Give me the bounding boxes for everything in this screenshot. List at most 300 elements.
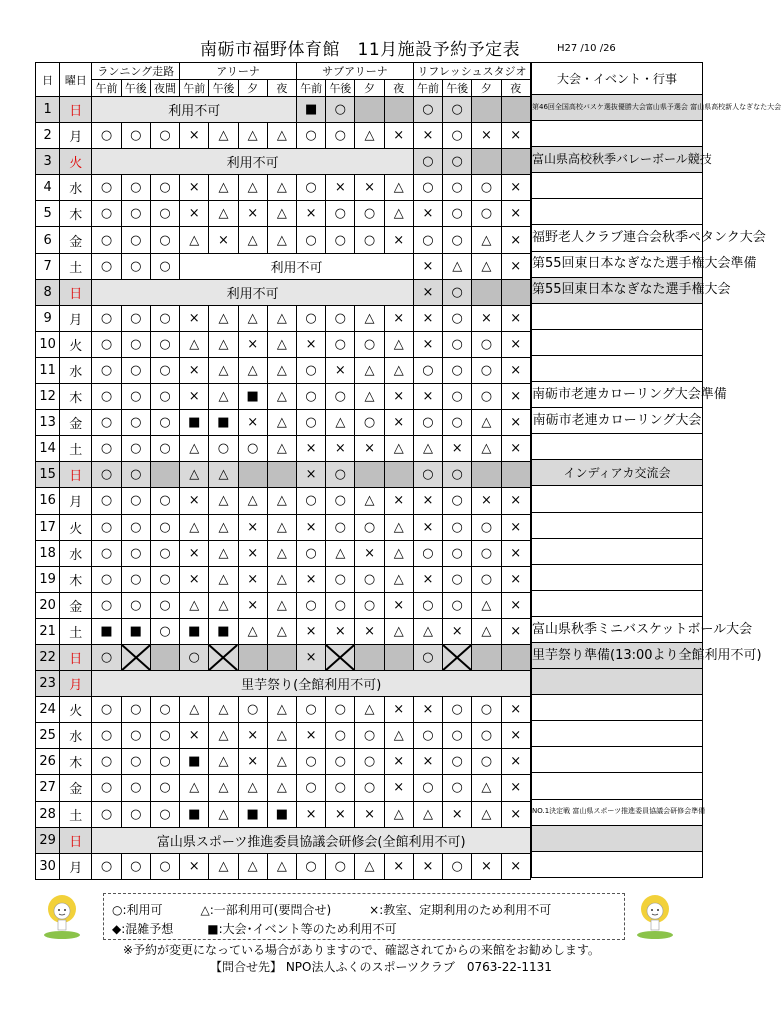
day-number: 24 xyxy=(36,697,60,723)
status-cell: △ xyxy=(267,201,296,227)
day-number: 3 xyxy=(36,149,60,175)
status-cell: × xyxy=(180,357,209,383)
weekday: 火 xyxy=(60,697,92,723)
notice-text: ※予約が変更になっている場合がありますので、確認されてからの来館をお勧めします。 xyxy=(123,943,600,957)
status-cell: △ xyxy=(238,175,267,201)
day-number: 26 xyxy=(36,749,60,775)
status-cell: ○ xyxy=(443,384,472,410)
status-cell: △ xyxy=(355,357,384,383)
weekday: 土 xyxy=(60,436,92,462)
status-cell: △ xyxy=(180,514,209,540)
status-cell: ○ xyxy=(443,749,472,775)
status-cell: △ xyxy=(209,592,238,618)
status-cell: ○ xyxy=(92,723,121,749)
day-number: 30 xyxy=(36,853,60,879)
status-cell: △ xyxy=(209,201,238,227)
status-cell xyxy=(238,462,267,488)
status-cell: △ xyxy=(384,618,413,644)
status-cell: △ xyxy=(238,618,267,644)
status-cell: ○ xyxy=(92,462,121,488)
status-cell: ○ xyxy=(150,749,179,775)
day-number: 16 xyxy=(36,488,60,514)
status-cell: ○ xyxy=(92,697,121,723)
status-cell: × xyxy=(384,410,413,436)
status-cell: ○ xyxy=(121,488,150,514)
status-cell: ○ xyxy=(296,775,325,801)
status-cell: ○ xyxy=(150,227,179,253)
status-cell: × xyxy=(413,123,442,149)
status-cell: △ xyxy=(209,384,238,410)
day-number: 18 xyxy=(36,540,60,566)
unavailable-band: 里芋祭り(全館利用不可) xyxy=(92,671,531,697)
event-text xyxy=(532,851,703,877)
status-cell: ○ xyxy=(472,514,501,540)
header-weekday: 曜日 xyxy=(60,63,92,97)
status-cell: × xyxy=(238,331,267,357)
weekday: 水 xyxy=(60,723,92,749)
status-cell: × xyxy=(296,201,325,227)
status-cell: ○ xyxy=(150,201,179,227)
status-cell: × xyxy=(501,331,530,357)
weekday: 金 xyxy=(60,775,92,801)
status-cell: ○ xyxy=(121,775,150,801)
status-cell: ○ xyxy=(443,175,472,201)
day-number: 10 xyxy=(36,331,60,357)
status-cell: △ xyxy=(384,514,413,540)
status-cell: ○ xyxy=(121,305,150,331)
event-text xyxy=(532,486,703,512)
status-cell: ○ xyxy=(355,227,384,253)
weekday: 日 xyxy=(60,827,92,853)
status-cell: ○ xyxy=(326,775,355,801)
status-cell: △ xyxy=(209,305,238,331)
event-text: 里芋祭り準備(13:00より全館利用不可) xyxy=(532,642,703,668)
status-cell: ○ xyxy=(413,149,442,175)
status-cell: △ xyxy=(267,514,296,540)
status-cell: × xyxy=(501,618,530,644)
day-number: 29 xyxy=(36,827,60,853)
status-cell: ○ xyxy=(443,305,472,331)
status-cell: ○ xyxy=(355,331,384,357)
page-title: 南砺市福野体育館 11月施設予約予定表 xyxy=(200,40,521,60)
status-cell: × xyxy=(296,723,325,749)
status-cell: × xyxy=(296,514,325,540)
table-row xyxy=(36,644,531,670)
status-cell: × xyxy=(296,618,325,644)
status-cell: ○ xyxy=(443,697,472,723)
status-cell: × xyxy=(413,384,442,410)
weekday: 月 xyxy=(60,305,92,331)
status-cell: ■ xyxy=(296,97,325,123)
status-cell: × xyxy=(501,357,530,383)
table-row xyxy=(36,853,531,879)
status-cell: ○ xyxy=(238,697,267,723)
status-cell: ○ xyxy=(326,305,355,331)
status-cell xyxy=(355,462,384,488)
status-cell: ○ xyxy=(326,592,355,618)
status-cell: × xyxy=(296,801,325,827)
status-cell: △ xyxy=(209,357,238,383)
status-cell: ○ xyxy=(92,123,121,149)
day-number: 13 xyxy=(36,410,60,436)
event-text: 第55回東日本なぎなた選手権大会 xyxy=(532,277,703,303)
status-cell xyxy=(501,279,530,305)
status-cell: × xyxy=(413,697,442,723)
event-text: 第55回東日本なぎなた選手権大会準備 xyxy=(532,251,703,277)
event-text xyxy=(532,329,703,355)
header-period: 午前 xyxy=(92,80,121,97)
header-period: 夜 xyxy=(384,80,413,97)
status-cell: ○ xyxy=(443,775,472,801)
weekday: 金 xyxy=(60,592,92,618)
status-cell: △ xyxy=(209,123,238,149)
table-row xyxy=(36,253,531,279)
table-row xyxy=(36,305,531,331)
status-cell: × xyxy=(443,618,472,644)
status-cell: × xyxy=(472,853,501,879)
status-cell: ○ xyxy=(121,357,150,383)
status-cell: ○ xyxy=(326,462,355,488)
status-cell: △ xyxy=(238,305,267,331)
header-subarena: サブアリーナ xyxy=(296,63,413,80)
status-cell: ○ xyxy=(296,227,325,253)
status-cell: ○ xyxy=(326,697,355,723)
status-cell: ■ xyxy=(180,618,209,644)
status-cell: × xyxy=(238,514,267,540)
table-row xyxy=(36,801,531,827)
status-cell: △ xyxy=(267,305,296,331)
issue-date: H27 /10 /26 xyxy=(557,43,616,54)
status-cell: △ xyxy=(355,697,384,723)
status-cell: ○ xyxy=(296,540,325,566)
status-cell: △ xyxy=(238,227,267,253)
table-row xyxy=(36,749,531,775)
status-cell: ○ xyxy=(296,384,325,410)
status-cell: △ xyxy=(238,853,267,879)
status-cell: ○ xyxy=(150,410,179,436)
event-text xyxy=(532,303,703,329)
status-cell: △ xyxy=(472,801,501,827)
event-text: 福野老人クラブ連合会秋季ペタンク大会 xyxy=(532,225,703,251)
event-text xyxy=(532,590,703,616)
status-cell: × xyxy=(501,488,530,514)
title-area xyxy=(0,30,728,60)
status-cell: △ xyxy=(209,331,238,357)
event-text xyxy=(532,773,703,799)
mascot-icon xyxy=(40,893,84,941)
status-cell: ○ xyxy=(472,357,501,383)
header-period: 夕 xyxy=(238,80,267,97)
event-text: 富山県秋季ミニバスケットボール大会 xyxy=(532,616,703,642)
event-text xyxy=(532,721,703,747)
status-cell: ○ xyxy=(443,201,472,227)
status-cell: × xyxy=(384,749,413,775)
status-cell: × xyxy=(501,540,530,566)
status-cell: × xyxy=(501,775,530,801)
status-cell: ○ xyxy=(355,410,384,436)
day-number: 7 xyxy=(36,253,60,279)
status-cell: ○ xyxy=(121,175,150,201)
status-cell: ○ xyxy=(121,123,150,149)
table-row xyxy=(36,827,531,853)
status-cell: △ xyxy=(267,749,296,775)
status-cell: ○ xyxy=(92,566,121,592)
status-cell: ■ xyxy=(121,618,150,644)
status-cell: ○ xyxy=(121,436,150,462)
weekday: 木 xyxy=(60,384,92,410)
status-cell: ○ xyxy=(296,123,325,149)
header-period: 夜間 xyxy=(150,80,179,97)
status-cell: ○ xyxy=(121,566,150,592)
status-cell: × xyxy=(501,175,530,201)
event-text xyxy=(532,434,703,460)
day-number: 2 xyxy=(36,123,60,149)
status-cell: ○ xyxy=(413,592,442,618)
status-cell: × xyxy=(384,305,413,331)
table-row xyxy=(36,592,531,618)
status-cell: × xyxy=(355,436,384,462)
weekday: 日 xyxy=(60,279,92,305)
status-cell: △ xyxy=(209,853,238,879)
status-cell: ○ xyxy=(150,175,179,201)
status-cell: ○ xyxy=(150,305,179,331)
status-cell: △ xyxy=(267,227,296,253)
header-period: 夕 xyxy=(472,80,501,97)
legend-unavailable: ×:教室、定期利用のため利用不可 xyxy=(369,903,552,917)
header-day: 日 xyxy=(36,63,60,97)
status-cell: ○ xyxy=(92,514,121,540)
legend xyxy=(103,893,625,940)
status-cell xyxy=(501,97,530,123)
status-cell: ○ xyxy=(150,566,179,592)
status-cell: × xyxy=(296,331,325,357)
weekday: 土 xyxy=(60,801,92,827)
status-cell: × xyxy=(413,488,442,514)
event-text xyxy=(532,173,703,199)
status-cell: △ xyxy=(209,723,238,749)
status-cell: × xyxy=(180,540,209,566)
status-cell: △ xyxy=(180,775,209,801)
status-cell: ○ xyxy=(443,540,472,566)
status-cell: ○ xyxy=(413,540,442,566)
table-row xyxy=(36,384,531,410)
status-cell: × xyxy=(384,488,413,514)
status-cell: × xyxy=(443,436,472,462)
status-cell: ○ xyxy=(92,227,121,253)
status-cell: △ xyxy=(180,436,209,462)
status-cell: ○ xyxy=(413,175,442,201)
status-cell xyxy=(384,462,413,488)
status-cell: ○ xyxy=(121,697,150,723)
status-cell: ○ xyxy=(355,723,384,749)
header-period: 午後 xyxy=(443,80,472,97)
weekday: 水 xyxy=(60,175,92,201)
table-row xyxy=(36,123,531,149)
status-cell: △ xyxy=(180,331,209,357)
status-cell: △ xyxy=(413,618,442,644)
status-cell: ○ xyxy=(150,540,179,566)
table-row xyxy=(36,436,531,462)
status-cell: ○ xyxy=(92,801,121,827)
status-cell: ○ xyxy=(355,749,384,775)
status-cell: × xyxy=(209,227,238,253)
status-cell: ○ xyxy=(443,488,472,514)
weekday: 金 xyxy=(60,410,92,436)
status-cell xyxy=(355,97,384,123)
status-cell: ○ xyxy=(92,592,121,618)
status-cell: × xyxy=(180,566,209,592)
status-cell: ○ xyxy=(413,97,442,123)
status-cell: × xyxy=(501,384,530,410)
day-number: 15 xyxy=(36,462,60,488)
status-cell: × xyxy=(384,775,413,801)
status-cell: ■ xyxy=(238,384,267,410)
status-cell: ○ xyxy=(326,384,355,410)
status-cell: ○ xyxy=(121,540,150,566)
status-cell: × xyxy=(472,305,501,331)
status-cell: ○ xyxy=(413,357,442,383)
status-cell: × xyxy=(238,749,267,775)
status-cell: △ xyxy=(209,749,238,775)
event-text xyxy=(532,199,703,225)
status-cell: × xyxy=(384,384,413,410)
status-cell: △ xyxy=(267,853,296,879)
status-cell: △ xyxy=(384,540,413,566)
event-text xyxy=(532,695,703,721)
status-cell: × xyxy=(384,123,413,149)
status-cell: ○ xyxy=(472,540,501,566)
status-cell xyxy=(501,462,530,488)
status-cell: × xyxy=(501,801,530,827)
status-cell xyxy=(472,644,501,670)
status-cell: ○ xyxy=(443,149,472,175)
status-cell: △ xyxy=(209,566,238,592)
status-cell: × xyxy=(472,488,501,514)
table-row xyxy=(36,671,531,697)
status-cell: △ xyxy=(267,775,296,801)
status-cell: × xyxy=(296,566,325,592)
day-number: 23 xyxy=(36,671,60,697)
status-cell: × xyxy=(355,175,384,201)
status-cell: △ xyxy=(326,410,355,436)
status-cell: ○ xyxy=(121,201,150,227)
status-cell: ■ xyxy=(180,410,209,436)
status-cell: ○ xyxy=(121,723,150,749)
header-period: 午前 xyxy=(180,80,209,97)
day-number: 12 xyxy=(36,384,60,410)
status-cell: ○ xyxy=(472,566,501,592)
status-cell: ○ xyxy=(150,436,179,462)
status-cell xyxy=(267,462,296,488)
status-cell: △ xyxy=(472,253,501,279)
status-cell: ○ xyxy=(443,592,472,618)
header-period: 午後 xyxy=(326,80,355,97)
status-cell: ○ xyxy=(92,488,121,514)
status-cell: △ xyxy=(267,540,296,566)
status-cell: △ xyxy=(209,697,238,723)
event-text: 富山県高校秋季バレーボール競技 xyxy=(532,147,703,173)
status-cell: × xyxy=(413,201,442,227)
event-text xyxy=(532,564,703,590)
status-cell: △ xyxy=(238,357,267,383)
weekday: 月 xyxy=(60,853,92,879)
status-cell: ○ xyxy=(150,697,179,723)
status-cell: ○ xyxy=(296,697,325,723)
status-cell: ○ xyxy=(150,331,179,357)
status-cell: ○ xyxy=(121,462,150,488)
status-cell: × xyxy=(355,618,384,644)
event-text: 第46回全国高校バスケ選抜優勝大会富山県予選会 富山県高校新人なぎなた大会 xyxy=(532,95,703,121)
table-row xyxy=(36,514,531,540)
status-cell: ○ xyxy=(150,488,179,514)
event-text xyxy=(532,669,703,695)
status-cell: × xyxy=(326,175,355,201)
status-cell: × xyxy=(326,436,355,462)
status-cell xyxy=(355,644,384,670)
status-cell: ○ xyxy=(443,227,472,253)
event-text xyxy=(532,538,703,564)
status-cell xyxy=(501,149,530,175)
day-number: 25 xyxy=(36,723,60,749)
status-cell: △ xyxy=(267,123,296,149)
weekday: 月 xyxy=(60,488,92,514)
status-cell: ○ xyxy=(326,97,355,123)
status-cell: × xyxy=(413,331,442,357)
status-cell: ○ xyxy=(355,775,384,801)
unavailable-cross-icon xyxy=(209,644,238,670)
status-cell: × xyxy=(180,853,209,879)
day-number: 1 xyxy=(36,97,60,123)
status-cell: △ xyxy=(267,384,296,410)
status-cell: × xyxy=(238,566,267,592)
status-cell: ○ xyxy=(296,592,325,618)
status-cell: △ xyxy=(238,123,267,149)
status-cell: × xyxy=(180,384,209,410)
status-cell: △ xyxy=(384,801,413,827)
status-cell: ○ xyxy=(121,853,150,879)
unavailable-cross-icon xyxy=(121,644,150,670)
status-cell: × xyxy=(501,201,530,227)
table-row xyxy=(36,488,531,514)
status-cell: × xyxy=(413,253,442,279)
legend-partial: △:一部利用可(要問合せ) xyxy=(200,903,332,917)
status-cell: ■ xyxy=(180,749,209,775)
status-cell: ○ xyxy=(326,723,355,749)
status-cell: △ xyxy=(180,227,209,253)
mascot-icon xyxy=(633,893,677,941)
table-row xyxy=(36,618,531,644)
event-text xyxy=(532,512,703,538)
status-cell: × xyxy=(238,592,267,618)
status-cell: ○ xyxy=(326,123,355,149)
event-text xyxy=(532,825,703,851)
status-cell: △ xyxy=(355,853,384,879)
status-cell: ○ xyxy=(150,801,179,827)
event-text: 南砺市老連カローリング大会準備 xyxy=(532,382,703,408)
status-cell: △ xyxy=(384,566,413,592)
table-row xyxy=(36,97,531,123)
status-cell: △ xyxy=(384,175,413,201)
status-cell: ○ xyxy=(150,618,179,644)
status-cell: ○ xyxy=(121,514,150,540)
header-arena: アリーナ xyxy=(180,63,297,80)
status-cell: × xyxy=(355,801,384,827)
status-cell: × xyxy=(326,357,355,383)
events-table xyxy=(531,62,781,878)
status-cell: ○ xyxy=(443,123,472,149)
table-row xyxy=(36,175,531,201)
status-cell: × xyxy=(384,697,413,723)
